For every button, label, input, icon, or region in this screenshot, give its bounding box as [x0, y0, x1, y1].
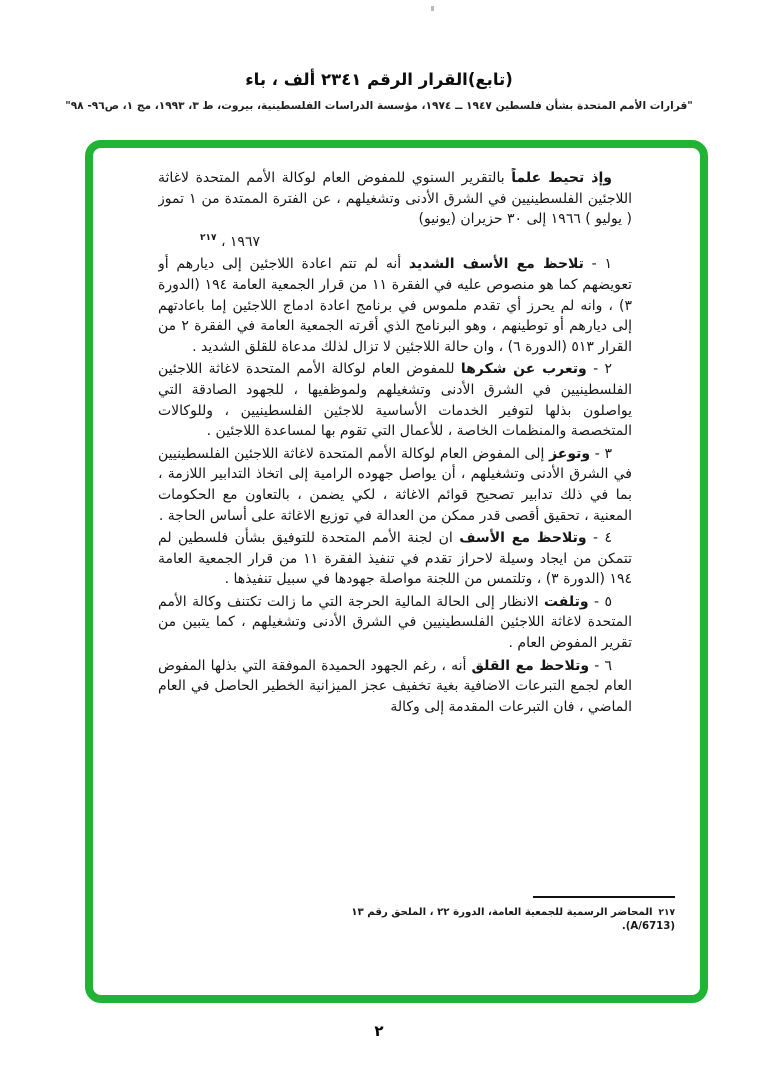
resolution-continuation-title: (تابع)القرار الرقم ٢٣٤١ ألف ، باء	[245, 70, 513, 89]
paragraph-number: ٣ -	[590, 445, 613, 462]
paragraph-body: إلى المفوض العام لوكالة الأمم المتحدة لاغاثة اللاجئين الفلسطينيين في الشرق الأدنى وتشغيلهم ، أن يواصل جهوده الرامية إلى اتخاذ التدابير اللازمة ، بما في ذلك تدابير تصحيح قوائم الاغاثة ، لكي يضمن ، بالتعاون مع الحكومات المعنية ، تحقيق أقصى قدر ممكن من العدالة في توزيع الاغاثة على أساس الحاجة .	[158, 445, 632, 524]
preamble-date-line	[158, 232, 632, 253]
paragraph-body: ان لجنة الأمم المتحدة للتوفيق بشأن فلسطين لم تتمكن من ايجاد وسيلة لاحراز تقدم في تنفيذ الفقرة ١١ من قرار الجمعية العامة ١٩٤ (الدورة ٣) ، وتلتمس من اللجنة مواصلة جهودها في سبيل تنفيذها .	[158, 530, 632, 588]
preamble-body: بالتقرير السنوي للمفوض العام لوكالة الأمم المتحدة لاغاثة اللاجئين الفلسطينيين في الشرق الأدنى وتشغيلهم ، عن الفترة الممتدة من ١ تموز ( يوليو ) ١٩٦٦ إلى ٣٠ حزيران (يونيو)	[158, 170, 632, 228]
paragraph-number: ٤ -	[586, 530, 613, 547]
resolution-paragraph-5	[158, 592, 632, 654]
paragraph-lead-bold: وتلاحظ مع الأسف	[459, 530, 587, 547]
footnote-number: ٢١٧	[658, 908, 675, 918]
scan-artifact-dot	[431, 6, 434, 11]
paragraph-lead-bold: تلاحظ مع الأسف الشديد	[408, 256, 584, 273]
footnote-text: المحاضر الرسمية للجمعية العامة، الدورة ٢٢ ، الملحق رقم ١٣ (A/6713).	[351, 907, 675, 932]
footnote-reference-marker: ٢١٧	[200, 232, 217, 243]
preamble-paragraph	[158, 168, 632, 230]
paragraph-lead-bold: وتوعز	[549, 445, 591, 462]
paragraph-number: ٥ -	[588, 593, 613, 610]
paragraph-lead-bold: وتلفت	[543, 593, 589, 610]
paragraph-body: للمفوض العام لوكالة الأمم المتحدة لاغاثة اللاجئين الفلسطينيين في الشرق الأدنى وتشغيلهم ولموظفيها ، للجهود الصادقة التي يواصلون بذلها لتوفير الخدمات الأساسية للاجئين الفلسطينيين ، وللوكالات المتخصصة والمنظمات الخاصة ، للأعمال التي تقوم بها لمساعدة اللاجئين .	[158, 361, 632, 440]
resolution-paragraph-2	[158, 359, 632, 441]
paragraph-lead-bold: وتلاحظ مع القلق	[471, 657, 590, 674]
paragraph-lead-bold: وتعرب عن شكرها	[460, 361, 587, 378]
paragraph-body: الانظار إلى الحالة المالية الحرجة التي ما زالت تكتنف وكالة الأمم المتحدة لاغاثة اللاجئين الفلسطينيين في الشرق الأدنى وتشغيلهم ، كما يتبين من تقرير المفوض العام .	[158, 593, 632, 652]
resolution-text-column	[158, 168, 632, 890]
paragraph-body: أنه لم تتم اعادة اللاجئين إلى ديارهم أو تعويضهم كما هو منصوص عليه في الفقرة ١١ من قرار الجمعية العامة ١٩٤ (الدورة ٣) ، وانه لم يحرز أي تقدم ملموس في برنامج اعادة ادماج اللاجئين إما باعادتهم إلى ديارهم أو توطينهم ، وهو البرنامج الذي أقرته الجمعية العامة في الفقرة ٢ من القرار ٥١٣ (الدورة ٦) ، وان حالة اللاجئين لا تزال لذلك مدعاة للقلق الشديد .	[158, 256, 632, 355]
paragraph-number: ٢ -	[586, 361, 613, 378]
resolution-paragraph-3	[158, 444, 632, 526]
resolution-paragraph-6	[158, 656, 632, 718]
page-number: ٢	[374, 1022, 384, 1040]
green-frame	[85, 140, 708, 1003]
paragraph-body: أنه ، رغم الجهود الحميدة الموفقة التي بذلها المفوض العام لجمع التبرعات الاضافية بغية تخفيف عجز الميزانية الخطير الحاصل في العام الماضي ، فان التبرعات المقدمة إلى وكالة	[158, 657, 632, 715]
footnote	[345, 906, 675, 934]
source-citation: "قرارات الأمم المتحدة بشأن فلسطين ١٩٤٧ ــ ١٩٧٤، مؤسسة الدراسات الفلسطينية، بيروت، ط ٣، ١٩٩٣، مج ١، ص٩٦- ٩٨"	[65, 100, 693, 112]
preamble-date-text: ١٩٦٧ ،	[220, 233, 260, 250]
footnote-separator-rule	[533, 896, 675, 898]
resolution-paragraph-4	[158, 528, 632, 590]
paragraph-number: ١ -	[583, 256, 613, 273]
resolution-paragraph-1	[158, 254, 632, 357]
preamble-lead-bold: وإذ تحيط علماً	[511, 170, 612, 186]
paragraph-number: ٦ -	[589, 657, 612, 674]
